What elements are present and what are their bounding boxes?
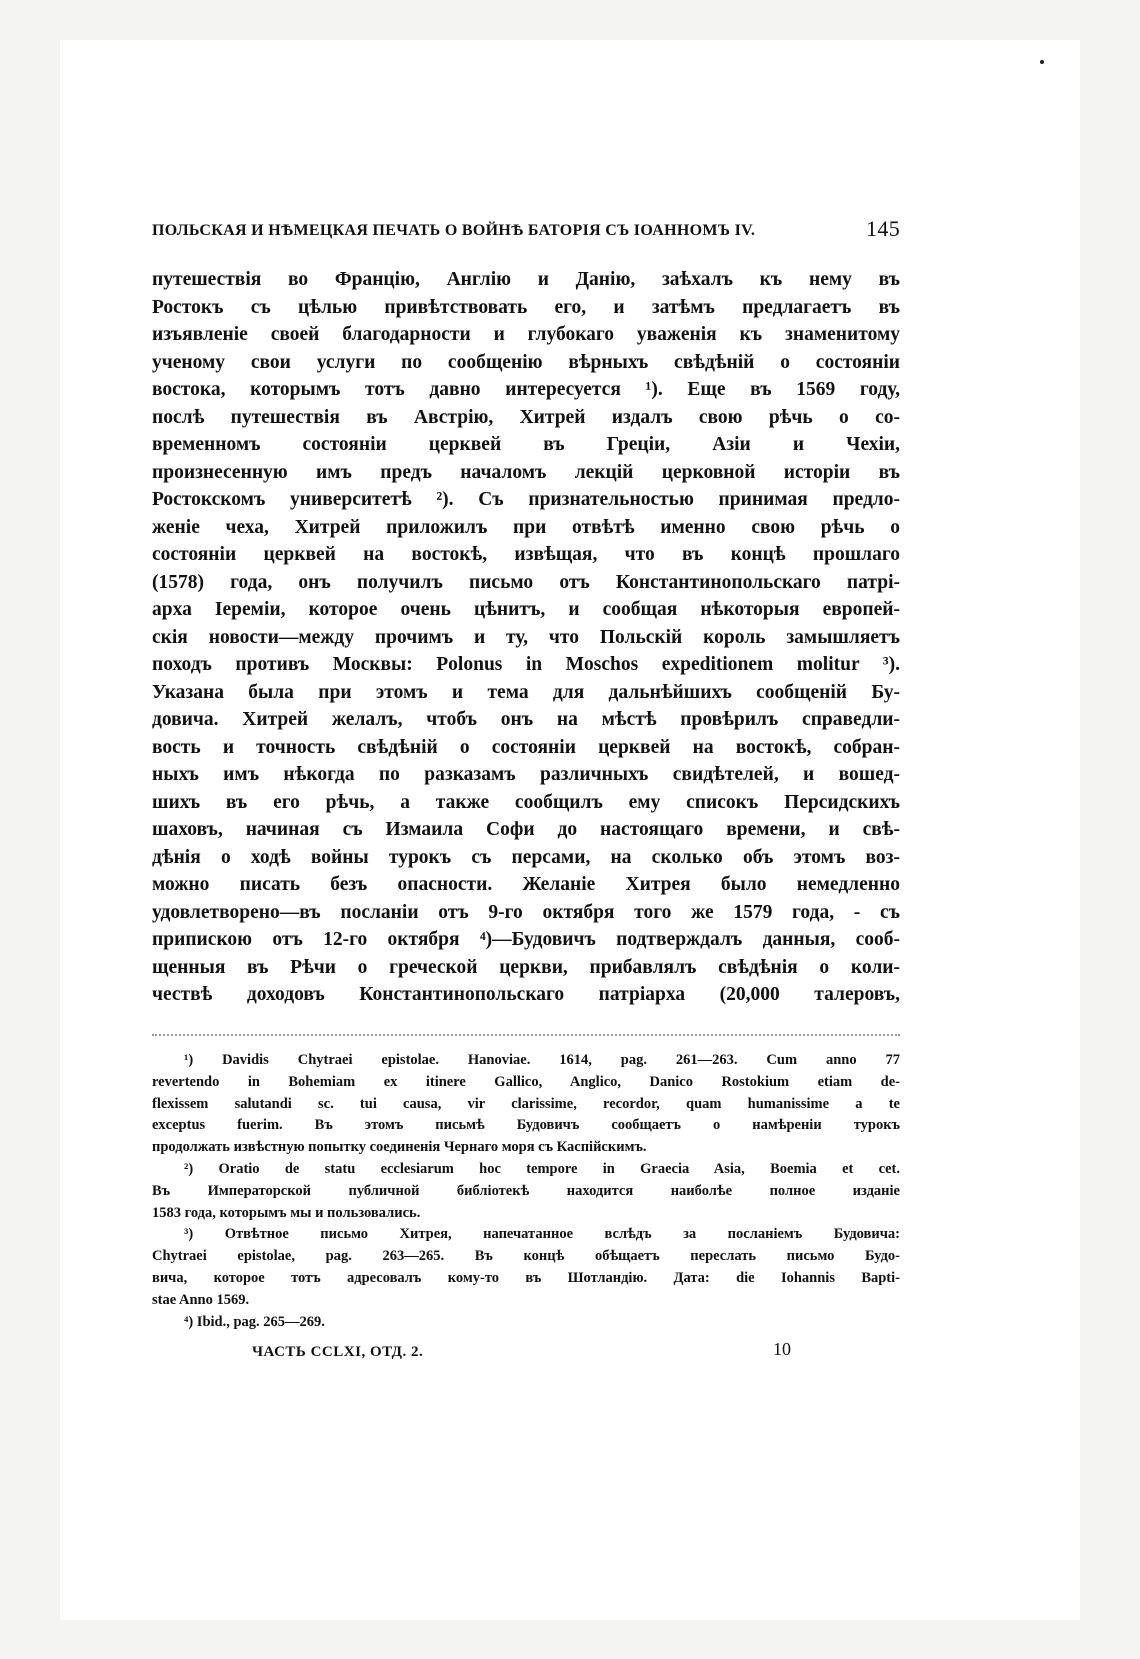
text-line: дѣнія о ходѣ войны турокъ съ персами, на сколько объ этомъ воз- [152,846,900,868]
text-line: путешествія во Францію, Англію и Данію, заѣхалъ къ нему въ [152,269,900,290]
text-line: Указана была при этомъ и тема для дальнѣйшихъ сообщеній Бу- [152,681,900,703]
signature-mark: 10 [773,1339,791,1360]
footnote-line: revertendo in Bohemiam ex itinere Gallico, Anglico, Danico Rostokium etiam de- [152,1073,900,1090]
text-line: шаховъ, начиная съ Измаила Софи до настоящаго времени, и свѣ- [152,819,900,840]
text-line: востока, которымъ тотъ давно интересуется ¹). Еще въ 1569 году, [152,379,900,400]
text-line: послѣ путешествія въ Австрію, Хитрей издалъ свою рѣчь о со- [152,406,900,428]
footnotes [152,1050,900,1333]
footnote-line: ⁴) Ibid., pag. 265—269. [184,1313,325,1330]
page-number: 145 [866,216,900,241]
text-line: походъ противъ Москвы: Polonus in Moschos expeditionem molitur ³). [152,654,900,675]
footnote-line: exceptus fuerim. Въ этомъ письмѣ Будовичъ сообщаетъ о намѣреніи турокъ [152,1117,900,1134]
text-line: состояніи церквей на востокѣ, извѣщая, что въ концѣ прошлаго [152,544,900,565]
footnote-line: ¹) Davidis Chytraei epistolae. Hanoviae. 1614, pag. 261—263. Cum anno 77 [184,1052,900,1068]
text-line: припискою отъ 12-го октября ⁴)—Будовичъ подтверждалъ данныя, сооб- [152,929,900,950]
part-label: ЧАСТЬ CCLXI, ОТД. 2. [252,1344,424,1361]
text-line: щенныя въ Рѣчи о греческой церкви, прибавлялъ свѣдѣнія о коли- [152,956,900,978]
footnote-line: stae Anno 1569. [152,1291,250,1308]
text-line: шихъ въ его рѣчь, а также сообщилъ ему списокъ Персидскихъ [152,791,900,813]
text-line: женіе чеха, Хитрей приложилъ при отвѣтѣ именно свою рѣчь о [152,516,900,538]
footnote-line: Въ Императорской публичной библіотекѣ находится наиболѣе полное изданіе [152,1182,900,1199]
text-line: довича. Хитрей желалъ, чтобъ онъ на мѣстѣ провѣрилъ справедли- [152,709,900,730]
text-line: временномъ состояніи церквей въ Греціи, Азіи и Чехіи, [152,434,900,455]
text-line: Ростокскомъ университетѣ ²). Съ признательностью принимая предло- [152,489,900,510]
text-line: арха Іереміи, которое очень цѣнитъ, и сообщая нѣкоторыя европей- [152,599,900,620]
text-line: можно писать безъ опасности. Желаніе Хитрея было немедленно [152,874,900,895]
text-line: Ростокъ съ цѣлью привѣтствовать его, и затѣмъ предлагаетъ въ [152,296,900,318]
text-line: изъявленіе своей благодарности и глубокаго уваженія къ знаменитому [152,324,900,345]
footnote-line: Chytraei epistolae, pag. 263—265. Въ концѣ обѣщаетъ переслать письмо Будо- [152,1248,900,1265]
text-line: чествѣ доходовъ Константинопольскаго патріарха (20,000 талеровъ, [152,984,900,1005]
text-line: удовлетворено—въ посланіи отъ 9-го октября того же 1579 года, - съ [152,901,900,923]
text-line: вость и точность свѣдѣній о состояніи церквей на востокѣ, собран- [152,736,900,758]
text-line: ныхъ имъ нѣкогда по разказамъ различныхъ свидѣтелей, и вошед- [152,764,900,785]
footnote-line: продолжать извѣстную попытку соединенія Чернаго моря съ Каспійскимъ. [152,1139,647,1156]
text-line: (1578) года, онъ получилъ письмо отъ Константинопольскаго патрі- [152,571,900,593]
footnote-line: 1583 года, которымъ мы и пользовались. [152,1204,421,1221]
footnote-line: flexissem salutandi sc. tui causa, vir clarissime, recordor, quam humanissime a te [152,1095,900,1112]
running-title: ПОЛЬСКАЯ И НѢМЕЦКАЯ ПЕЧАТЬ О ВОЙНѢ БАТОРІЯ СЪ ІОАННОМЪ IV. [152,222,756,239]
ink-speck [1040,60,1044,64]
text-line: произнесенную имъ предъ началомъ лекцій церковной исторіи въ [152,461,900,483]
footnote-line: вича, которое тотъ адресовалъ кому-то въ Шотландію. Дата: die Iohannis Bapti- [152,1269,900,1286]
running-header [152,216,900,242]
main-text [152,266,900,1009]
footnote-line: ²) Oratio de statu ecclesiarum hoc tempore in Graecia Asia, Boemia et cet. [184,1160,900,1177]
cropped-line [152,1034,900,1044]
text-line: скія новости—между прочимъ и ту, что Польскій король замышляетъ [152,626,900,648]
text-line: ученому свои услуги по сообщенію вѣрныхъ свѣдѣній о состояніи [152,351,900,373]
footnote-line: ³) Отвѣтное письмо Хитрея, напечатанное вслѣдъ за посланіемъ Будовича: [184,1226,900,1243]
